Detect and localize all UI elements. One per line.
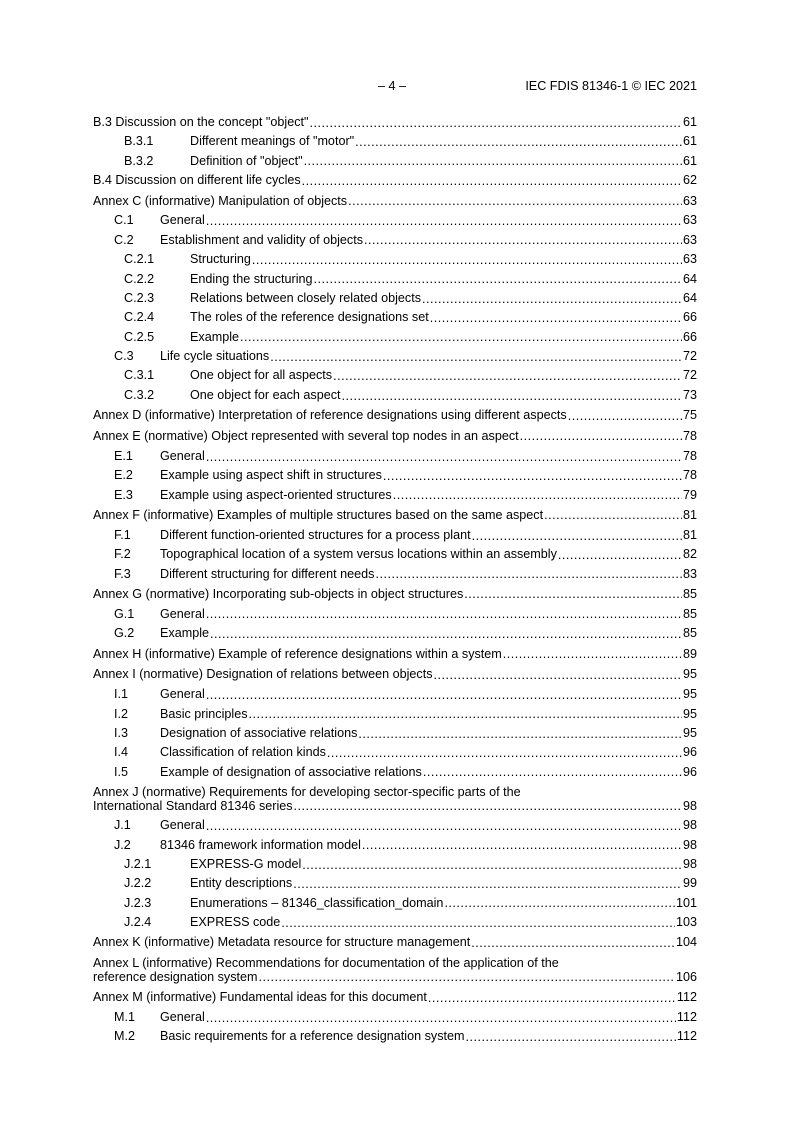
toc-entry-page: 61 xyxy=(682,115,697,129)
toc-entry[interactable] xyxy=(93,836,697,855)
dot-leader xyxy=(333,369,682,383)
dot-leader xyxy=(206,819,682,833)
dot-leader xyxy=(206,607,682,621)
toc-entry-number: F.1 xyxy=(114,527,131,542)
toc-entry-page: 96 xyxy=(682,745,697,760)
toc-entry-title: B.3 Discussion on the concept "object" xyxy=(93,115,309,129)
toc-entry-number: M.1 xyxy=(114,1010,135,1025)
toc-entry[interactable] xyxy=(93,685,697,704)
toc-entry-number: B.3.2 xyxy=(124,153,154,168)
toc-entry-number: I.3 xyxy=(114,725,129,740)
toc-entry-title: Annex C (informative) Manipulation of objects xyxy=(93,193,348,208)
toc-entry-number: C.1 xyxy=(114,213,134,228)
toc-entry[interactable] xyxy=(93,171,697,190)
toc-entry-page: 66 xyxy=(682,329,697,344)
toc-entry-title: Structuring xyxy=(190,252,251,267)
dot-leader xyxy=(375,567,682,581)
toc-entry-page: 95 xyxy=(682,687,697,702)
toc-entry-title: One object for all aspects xyxy=(190,368,333,383)
toc-entry-page: 81 xyxy=(682,527,697,542)
toc-entry-title: The roles of the reference designations set xyxy=(190,310,429,325)
dot-leader xyxy=(422,292,682,306)
toc-entry[interactable] xyxy=(93,743,697,762)
toc-entry[interactable] xyxy=(93,953,697,987)
dot-leader xyxy=(472,529,682,543)
toc-entry[interactable] xyxy=(93,191,697,212)
dot-leader xyxy=(240,330,682,344)
toc-entry-page: 61 xyxy=(682,134,697,149)
dot-leader xyxy=(348,194,682,208)
toc-entry-page: 98 xyxy=(682,856,697,871)
toc-entry-page: 79 xyxy=(682,487,697,502)
toc-entry-title: Annex L (informative) Recommendations for documentation of the application of the xyxy=(93,956,559,971)
toc-entry[interactable] xyxy=(93,987,697,1008)
dot-leader xyxy=(270,350,682,364)
toc-entry-page: 106 xyxy=(675,970,697,985)
toc-entry-title-continued: International Standard 81346 series xyxy=(93,799,293,814)
toc-entry-title: Classification of relation kinds xyxy=(160,745,326,760)
toc-entry[interactable] xyxy=(93,526,697,545)
toc-entry-title: Definition of "object" xyxy=(190,153,303,168)
toc-entry[interactable] xyxy=(93,466,697,485)
toc-entry-title: Annex E (normative) Object represented with several top nodes in an aspect xyxy=(93,429,519,444)
toc-entry-title: General xyxy=(160,1010,205,1025)
toc-entry-number: B.3.1 xyxy=(124,134,154,149)
dot-leader xyxy=(210,627,682,641)
toc-entry-page: 96 xyxy=(682,764,697,779)
dot-leader xyxy=(281,916,675,930)
toc-entry-title: Annex G (normative) Incorporating sub-objects in object structures xyxy=(93,587,464,601)
toc-entry[interactable] xyxy=(93,447,697,466)
toc-entry[interactable] xyxy=(93,211,697,230)
toc-entry-page: 95 xyxy=(682,667,697,682)
page-number: – 4 – xyxy=(378,79,407,93)
toc-entry[interactable] xyxy=(93,782,697,816)
toc-entry-page: 63 xyxy=(682,213,697,228)
toc-entry-number: G.2 xyxy=(114,626,135,641)
toc-entry-number: E.2 xyxy=(114,468,133,483)
toc-entry[interactable] xyxy=(93,565,697,584)
toc-entry-number: J.2 xyxy=(114,837,131,852)
toc-entry-page: 78 xyxy=(682,468,697,483)
dot-leader xyxy=(259,970,675,984)
toc-entry[interactable] xyxy=(93,486,697,505)
toc-entry-number: C.2.1 xyxy=(124,252,155,267)
toc-entry-title: Relations between closely related objects xyxy=(190,290,422,305)
toc-entry-title: General xyxy=(160,606,205,621)
toc-entry[interactable] xyxy=(93,605,697,624)
toc-entry-page: 112 xyxy=(676,990,697,1005)
toc-entry-page: 66 xyxy=(682,310,697,325)
toc-entry-page: 89 xyxy=(682,646,697,661)
toc-entry-page: 85 xyxy=(682,587,697,601)
toc-entry[interactable] xyxy=(93,386,697,405)
toc-entry-page: 61 xyxy=(682,153,697,168)
toc-entry-number: F.2 xyxy=(114,547,131,562)
toc-entry-page: 75 xyxy=(682,408,697,423)
toc-entry-title: Basic requirements for a reference designation system xyxy=(160,1029,465,1044)
dot-leader xyxy=(327,746,682,760)
toc-entry[interactable] xyxy=(93,724,697,743)
toc-entry-number: M.2 xyxy=(114,1029,135,1044)
toc-entry-title: Example using aspect shift in structures xyxy=(160,468,382,483)
table-of-contents xyxy=(93,113,697,1047)
toc-entry-title: Annex K (informative) Metadata resource for structure management xyxy=(93,935,471,950)
dot-leader xyxy=(362,838,682,852)
toc-entry-title: Different structuring for different needs xyxy=(160,566,375,581)
dot-leader xyxy=(358,727,682,741)
dot-leader xyxy=(206,450,682,464)
toc-entry[interactable] xyxy=(93,231,697,250)
toc-entry-title: Entity descriptions xyxy=(190,876,293,891)
toc-entry[interactable] xyxy=(93,545,697,564)
toc-entry[interactable] xyxy=(93,1008,697,1027)
toc-entry-page: 112 xyxy=(676,1029,697,1044)
toc-entry-page: 95 xyxy=(682,706,697,721)
dot-leader xyxy=(309,116,682,130)
toc-entry-title: Annex D (informative) Interpretation of reference designations using different aspects xyxy=(93,408,567,423)
toc-entry-page: 104 xyxy=(675,935,697,950)
toc-entry[interactable] xyxy=(93,328,697,347)
dot-leader xyxy=(302,174,682,188)
toc-entry-number: C.3.2 xyxy=(124,387,155,402)
toc-entry[interactable] xyxy=(93,644,697,665)
toc-entry-title: Enumerations – 81346_classification_domain xyxy=(190,895,444,910)
toc-entry-number: C.2.4 xyxy=(124,310,155,325)
toc-entry-title: B.4 Discussion on different life cycles xyxy=(93,173,301,188)
dot-leader xyxy=(249,707,682,721)
dot-leader xyxy=(206,214,682,228)
toc-entry-title: Annex M (informative) Fundamental ideas for this document xyxy=(93,990,427,1005)
toc-entry-title: Annex I (normative) Designation of relations between objects xyxy=(93,667,433,682)
toc-entry-title: General xyxy=(160,687,205,702)
toc-entry-page: 64 xyxy=(682,290,697,305)
dot-leader xyxy=(294,799,682,813)
dot-leader xyxy=(558,548,682,562)
toc-entry-title: Different function-oriented structures for a process plant xyxy=(160,527,471,542)
toc-entry-title: Basic principles xyxy=(160,706,248,721)
toc-entry-title: General xyxy=(160,818,205,833)
toc-entry-page: 78 xyxy=(682,448,697,463)
dot-leader xyxy=(520,429,682,443)
toc-entry-title: Example xyxy=(160,626,209,641)
toc-entry-title: Ending the structuring xyxy=(190,271,313,286)
page-header xyxy=(93,78,697,94)
dot-leader xyxy=(293,877,682,891)
toc-entry-number: C.3.1 xyxy=(124,368,155,383)
toc-entry-title: Designation of associative relations xyxy=(160,725,358,740)
toc-entry[interactable] xyxy=(93,405,697,426)
toc-entry-number: C.3 xyxy=(114,349,134,364)
toc-entry-number: J.2.1 xyxy=(124,856,152,871)
toc-entry-page: 103 xyxy=(675,915,697,930)
toc-entry-page: 63 xyxy=(682,232,697,247)
dot-leader xyxy=(383,469,682,483)
toc-entry[interactable] xyxy=(93,426,697,447)
toc-entry[interactable] xyxy=(93,113,697,132)
toc-entry-title: EXPRESS code xyxy=(190,915,281,930)
toc-entry-number: C.2.5 xyxy=(124,329,155,344)
dot-leader xyxy=(434,668,682,682)
toc-entry-number: C.2.2 xyxy=(124,271,155,286)
toc-entry-number: E.1 xyxy=(114,448,133,463)
toc-entry-number: C.2.3 xyxy=(124,290,155,305)
dot-leader xyxy=(304,154,682,168)
dot-leader xyxy=(252,253,682,267)
toc-entry-page: 81 xyxy=(682,508,697,523)
dot-leader xyxy=(444,896,675,910)
toc-entry[interactable] xyxy=(93,347,697,366)
toc-entry-continuation xyxy=(93,970,697,984)
toc-entry-number: I.5 xyxy=(114,764,129,779)
toc-entry[interactable] xyxy=(93,932,697,953)
toc-entry-title: General xyxy=(160,213,205,228)
toc-entry-number: I.1 xyxy=(114,687,129,702)
toc-entry[interactable] xyxy=(93,584,697,605)
toc-entry[interactable] xyxy=(93,763,697,782)
toc-entry[interactable] xyxy=(93,289,697,308)
toc-entry-continuation xyxy=(93,799,697,813)
toc-entry-number: J.2.4 xyxy=(124,915,152,930)
dot-leader xyxy=(428,991,676,1005)
toc-entry[interactable] xyxy=(93,705,697,724)
toc-entry-number: J.2.3 xyxy=(124,895,152,910)
toc-entry-title: EXPRESS-G model xyxy=(190,856,302,871)
toc-entry[interactable] xyxy=(93,874,697,893)
toc-entry-page: 85 xyxy=(682,626,697,641)
toc-entry-page: 98 xyxy=(682,837,697,852)
toc-entry-title: Different meanings of "motor" xyxy=(190,134,355,149)
toc-entry-page: 82 xyxy=(682,547,697,562)
toc-entry-title: General xyxy=(160,448,205,463)
toc-entry[interactable] xyxy=(93,894,697,913)
toc-entry[interactable] xyxy=(93,152,697,171)
toc-entry-page: 95 xyxy=(682,725,697,740)
dot-leader xyxy=(393,488,682,502)
dot-leader xyxy=(206,688,682,702)
toc-entry[interactable] xyxy=(93,913,697,932)
dot-leader xyxy=(503,647,682,661)
dot-leader xyxy=(568,409,682,423)
toc-entry-page: 98 xyxy=(682,799,697,814)
toc-entry-title: Example of designation of associative relations xyxy=(160,764,422,779)
toc-entry-page: 78 xyxy=(682,429,697,444)
dot-leader xyxy=(314,272,682,286)
toc-entry-title: Example using aspect-oriented structures xyxy=(160,487,392,502)
dot-leader xyxy=(464,587,682,601)
toc-entry-title: Topographical location of a system versus locations within an assembly xyxy=(160,547,557,562)
toc-entry-page: 63 xyxy=(682,193,697,208)
toc-entry-page: 72 xyxy=(682,349,697,364)
toc-entry-page: 98 xyxy=(682,818,697,833)
dot-leader xyxy=(430,311,682,325)
toc-entry-number: I.2 xyxy=(114,706,129,721)
dot-leader xyxy=(364,233,682,247)
toc-entry-number: F.3 xyxy=(114,566,131,581)
toc-entry-title: Example xyxy=(190,329,239,344)
toc-entry[interactable] xyxy=(93,624,697,643)
toc-entry[interactable] xyxy=(93,855,697,874)
toc-entry[interactable] xyxy=(93,664,697,685)
toc-entry-page: 62 xyxy=(682,173,697,188)
document-id: IEC FDIS 81346-1 © IEC 2021 xyxy=(525,79,697,93)
toc-entry-page: 73 xyxy=(682,387,697,402)
toc-entry[interactable] xyxy=(93,308,697,327)
toc-entry-number: E.3 xyxy=(114,487,133,502)
toc-entry-page: 112 xyxy=(676,1010,697,1025)
dot-leader xyxy=(544,508,682,522)
toc-entry[interactable] xyxy=(93,132,697,151)
toc-entry[interactable] xyxy=(93,505,697,526)
toc-entry-page: 101 xyxy=(675,895,697,910)
toc-entry-title: Establishment and validity of objects xyxy=(160,232,364,247)
toc-entry-title-continued: reference designation system xyxy=(93,970,258,985)
toc-entry[interactable] xyxy=(93,366,697,385)
toc-entry-page: 64 xyxy=(682,271,697,286)
toc-entry-page: 63 xyxy=(682,252,697,267)
dot-leader xyxy=(355,135,682,149)
toc-entry-number: J.1 xyxy=(114,818,131,833)
toc-entry-title: One object for each aspect xyxy=(190,387,341,402)
toc-entry-title: Life cycle situations xyxy=(160,349,270,364)
toc-entry[interactable] xyxy=(93,250,697,269)
dot-leader xyxy=(423,765,682,779)
toc-entry-page: 85 xyxy=(682,606,697,621)
toc-entry-page: 72 xyxy=(682,368,697,383)
toc-entry-page: 99 xyxy=(682,876,697,891)
dot-leader xyxy=(302,858,682,872)
toc-entry-title: 81346 framework information model xyxy=(160,837,361,852)
toc-entry-title: Annex J (normative) Requirements for developing sector-specific parts of the xyxy=(93,785,521,800)
toc-entry[interactable] xyxy=(93,816,697,835)
toc-entry[interactable] xyxy=(93,1027,697,1046)
toc-entry-number: J.2.2 xyxy=(124,876,152,891)
toc-entry-number: I.4 xyxy=(114,745,129,760)
toc-entry-title: Annex F (informative) Examples of multiple structures based on the same aspect xyxy=(93,508,544,523)
dot-leader xyxy=(206,1011,676,1025)
toc-entry-title: Annex H (informative) Example of reference designations within a system xyxy=(93,646,502,661)
toc-entry-page: 83 xyxy=(682,566,697,581)
dot-leader xyxy=(342,389,682,403)
toc-entry-number: C.2 xyxy=(114,232,134,247)
toc-entry[interactable] xyxy=(93,270,697,289)
dot-leader xyxy=(471,936,675,950)
toc-entry-number: G.1 xyxy=(114,606,135,621)
dot-leader xyxy=(466,1030,676,1044)
